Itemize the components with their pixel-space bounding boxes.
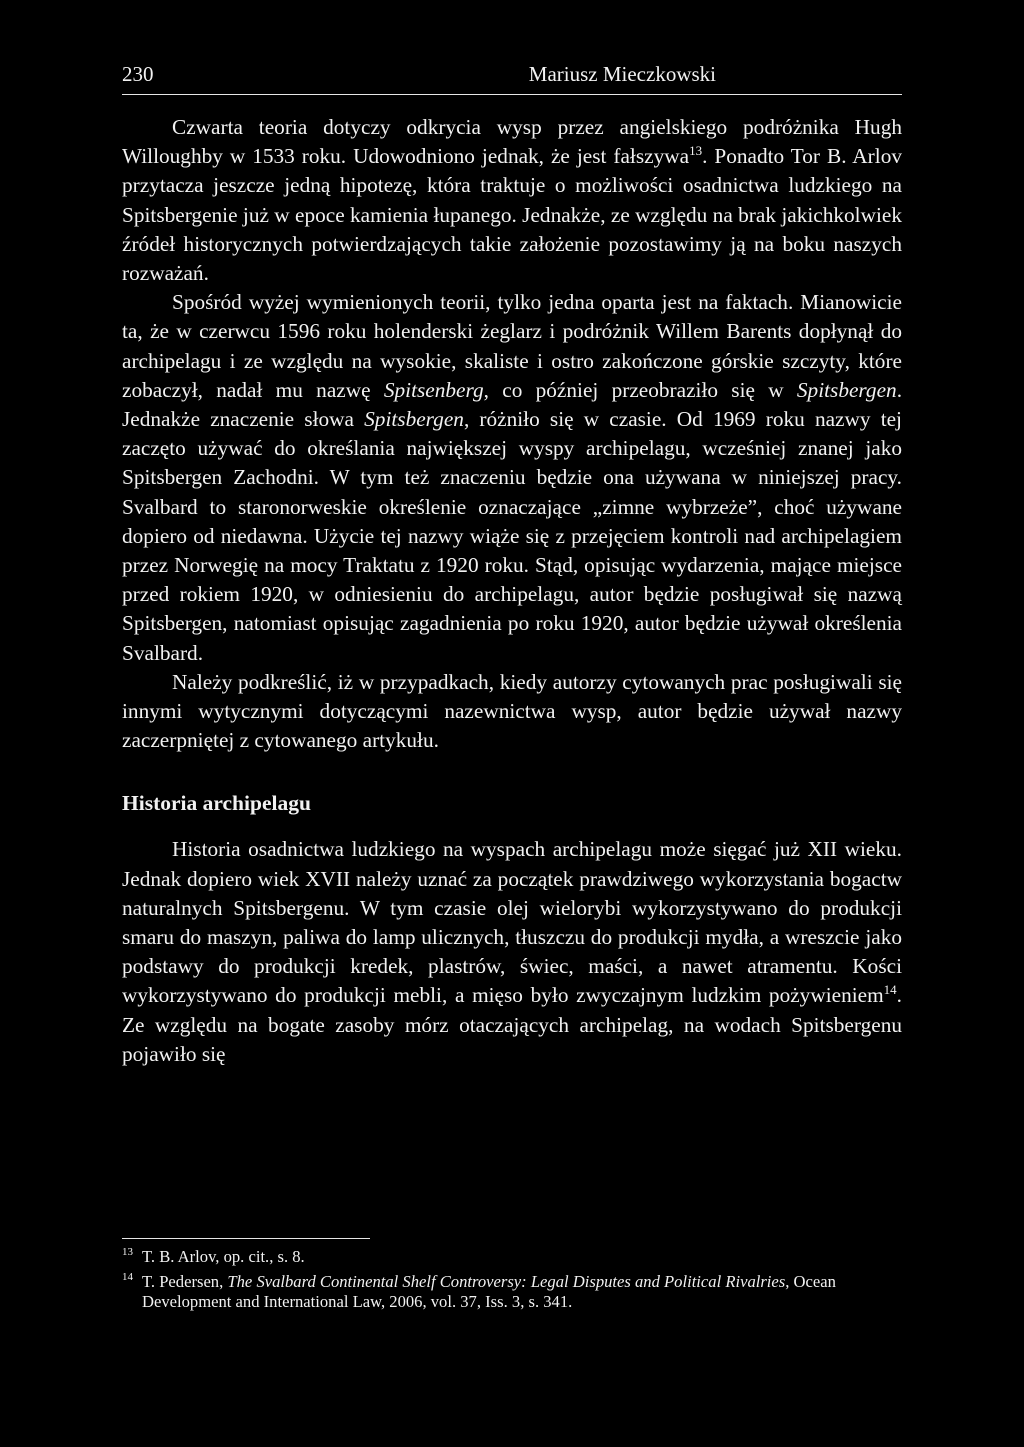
footnote-ref-14: 14 bbox=[883, 982, 897, 998]
footnote-cited-title: The Svalbard Continental Shelf Controversy: Legal Disputes and Political Rivalries bbox=[227, 1271, 786, 1291]
footnote-13: $^{13}$ T. B. Arlov, op. cit., s. 8. bbox=[122, 1246, 305, 1266]
running-header-author: Mariusz Mieczkowski bbox=[528, 62, 716, 86]
term-spitsbergen-1: Spitsbergen bbox=[796, 377, 897, 402]
paragraph-2-text-a: Spośród wyżej wymienionych teorii, tylko jedna oparta jest na faktach. Mianowicie ta, że w czerwcu 1596 roku holenderski żeglarz i podróżnik Willem Barents dopłynął do archipelagu i ze względu na wysokie, skaliste i ostro zakończone górskie szczyty, które zobaczył, nadał mu nazwę bbox=[122, 290, 902, 402]
term-spitsenberg: Spitsenberg bbox=[383, 377, 484, 402]
footnote-ref-13: 13 bbox=[689, 143, 703, 159]
page-number: 230 bbox=[122, 62, 154, 86]
paragraph-4-text-b: . Ze względu na bogate zasoby mórz otaczających archipelag, na wodach Spitsbergenu pojawiło się bbox=[122, 983, 902, 1066]
paragraph-3-text: Należy podkreślić, iż w przypadkach, kiedy autorzy cytowanych prac posługiwali się innymi wytycznymi dotyczącymi nazewnictwa wysp, autor będzie używał nazwy zaczerpniętej z cytowanego artykułu. bbox=[122, 669, 902, 753]
paragraph-4 bbox=[122, 835, 902, 1069]
footnotes bbox=[122, 1238, 902, 1317]
paragraph-1-text-a: Czwarta teoria dotyczy odkrycia wysp przez angielskiego podróżnika Hugh Willoughby w 1533 roku. Udowodniono jednak, że jest fałszywa bbox=[122, 115, 902, 169]
paragraph-2 bbox=[122, 288, 902, 668]
paragraph-4-text-a: Historia osadnictwa ludzkiego na wyspach archipelagu może sięgać już XII wieku. Jednak dopiero wiek XVII należy uznać za początek prawdziwego wykorzystania bogactw naturalnych Spitsbergenu. W tym czasie olej wielorybi wykorzystywano do produkcji smaru do maszyn, paliwa do lamp ulicznych, tłuszczu do produkcji mydła, a wreszcie jako podstawy do produkcji kredek, plastrów, świec, maści, a nawet atramentu. Kości wykorzystywano do produkcji mebli, a mięso było zwyczajnym ludzkim pożywieniem bbox=[122, 837, 902, 1008]
section-heading: Historia archipelagu bbox=[122, 791, 311, 816]
paragraph-2-text-c: . Jednakże znaczenie słowa bbox=[122, 377, 903, 432]
paragraph-1-text-b: . Ponadto Tor B. Arlov przytacza jeszcze jedną hipotezę, która traktuje o możliwości osadnictwa ludzkiego na Spitsbergenie już w epoce kamienia łupanego. Jednakże, ze względu na brak jakichkolwiek źródeł historycznych potwierdzających takie założenie pozostawimy ją na boku naszych rozważań. bbox=[122, 144, 902, 286]
paragraph-1 bbox=[122, 113, 902, 288]
paragraph-2-text-d: , różniło się w czasie. Od 1969 roku nazwy tej zaczęto używać do określania największej wyspy archipelagu, wcześniej znanej jako Spitsbergen Zachodni. W tym też znaczeniu będzie ona używana w niniejszej pracy. Svalbard to staronorweskie określenie oznaczające „zimne wybrzeże”, choć używane dopiero od niedawna. Użycie tej nazwy wiąże się z przejęciem kontroli nad archipelagiem przez Norwegię na mocy Traktatu z 1920 roku. Stąd, opisując wydarzenia, mające miejsce przed rokiem 1920, w odniesieniu do archipelagu, autor będzie posługiwał się nazwą Spitsbergen, natomiast opisując zagadnienia po roku 1920, autor będzie używał określenia Svalbard. bbox=[122, 407, 902, 665]
paragraph-3 bbox=[122, 668, 902, 756]
paragraph-2-text-b: , co później przeobraziło się w bbox=[483, 377, 797, 402]
footnote-text-b: , Ocean Development and International Law, 2006, vol. 37, Iss. 3, s. 341. bbox=[142, 1271, 836, 1311]
book-page bbox=[122, 60, 902, 1069]
footnote-separator bbox=[122, 1238, 370, 1239]
term-spitsbergen-2: Spitsbergen bbox=[364, 407, 464, 432]
body-text bbox=[122, 113, 902, 1069]
footnote-text-a: T. Pedersen, bbox=[142, 1271, 228, 1291]
footnote-text: T. B. Arlov, op. cit., s. 8. bbox=[142, 1247, 305, 1266]
footnote-14: $^{14}$ T. Pedersen, The Svalbard Continental Shelf Controversy: Legal Disputes and Political Rivalries, Ocean Development and International Law, 2006, vol. 37, Iss. 3, s. 341. bbox=[122, 1270, 836, 1311]
running-header bbox=[122, 60, 902, 95]
